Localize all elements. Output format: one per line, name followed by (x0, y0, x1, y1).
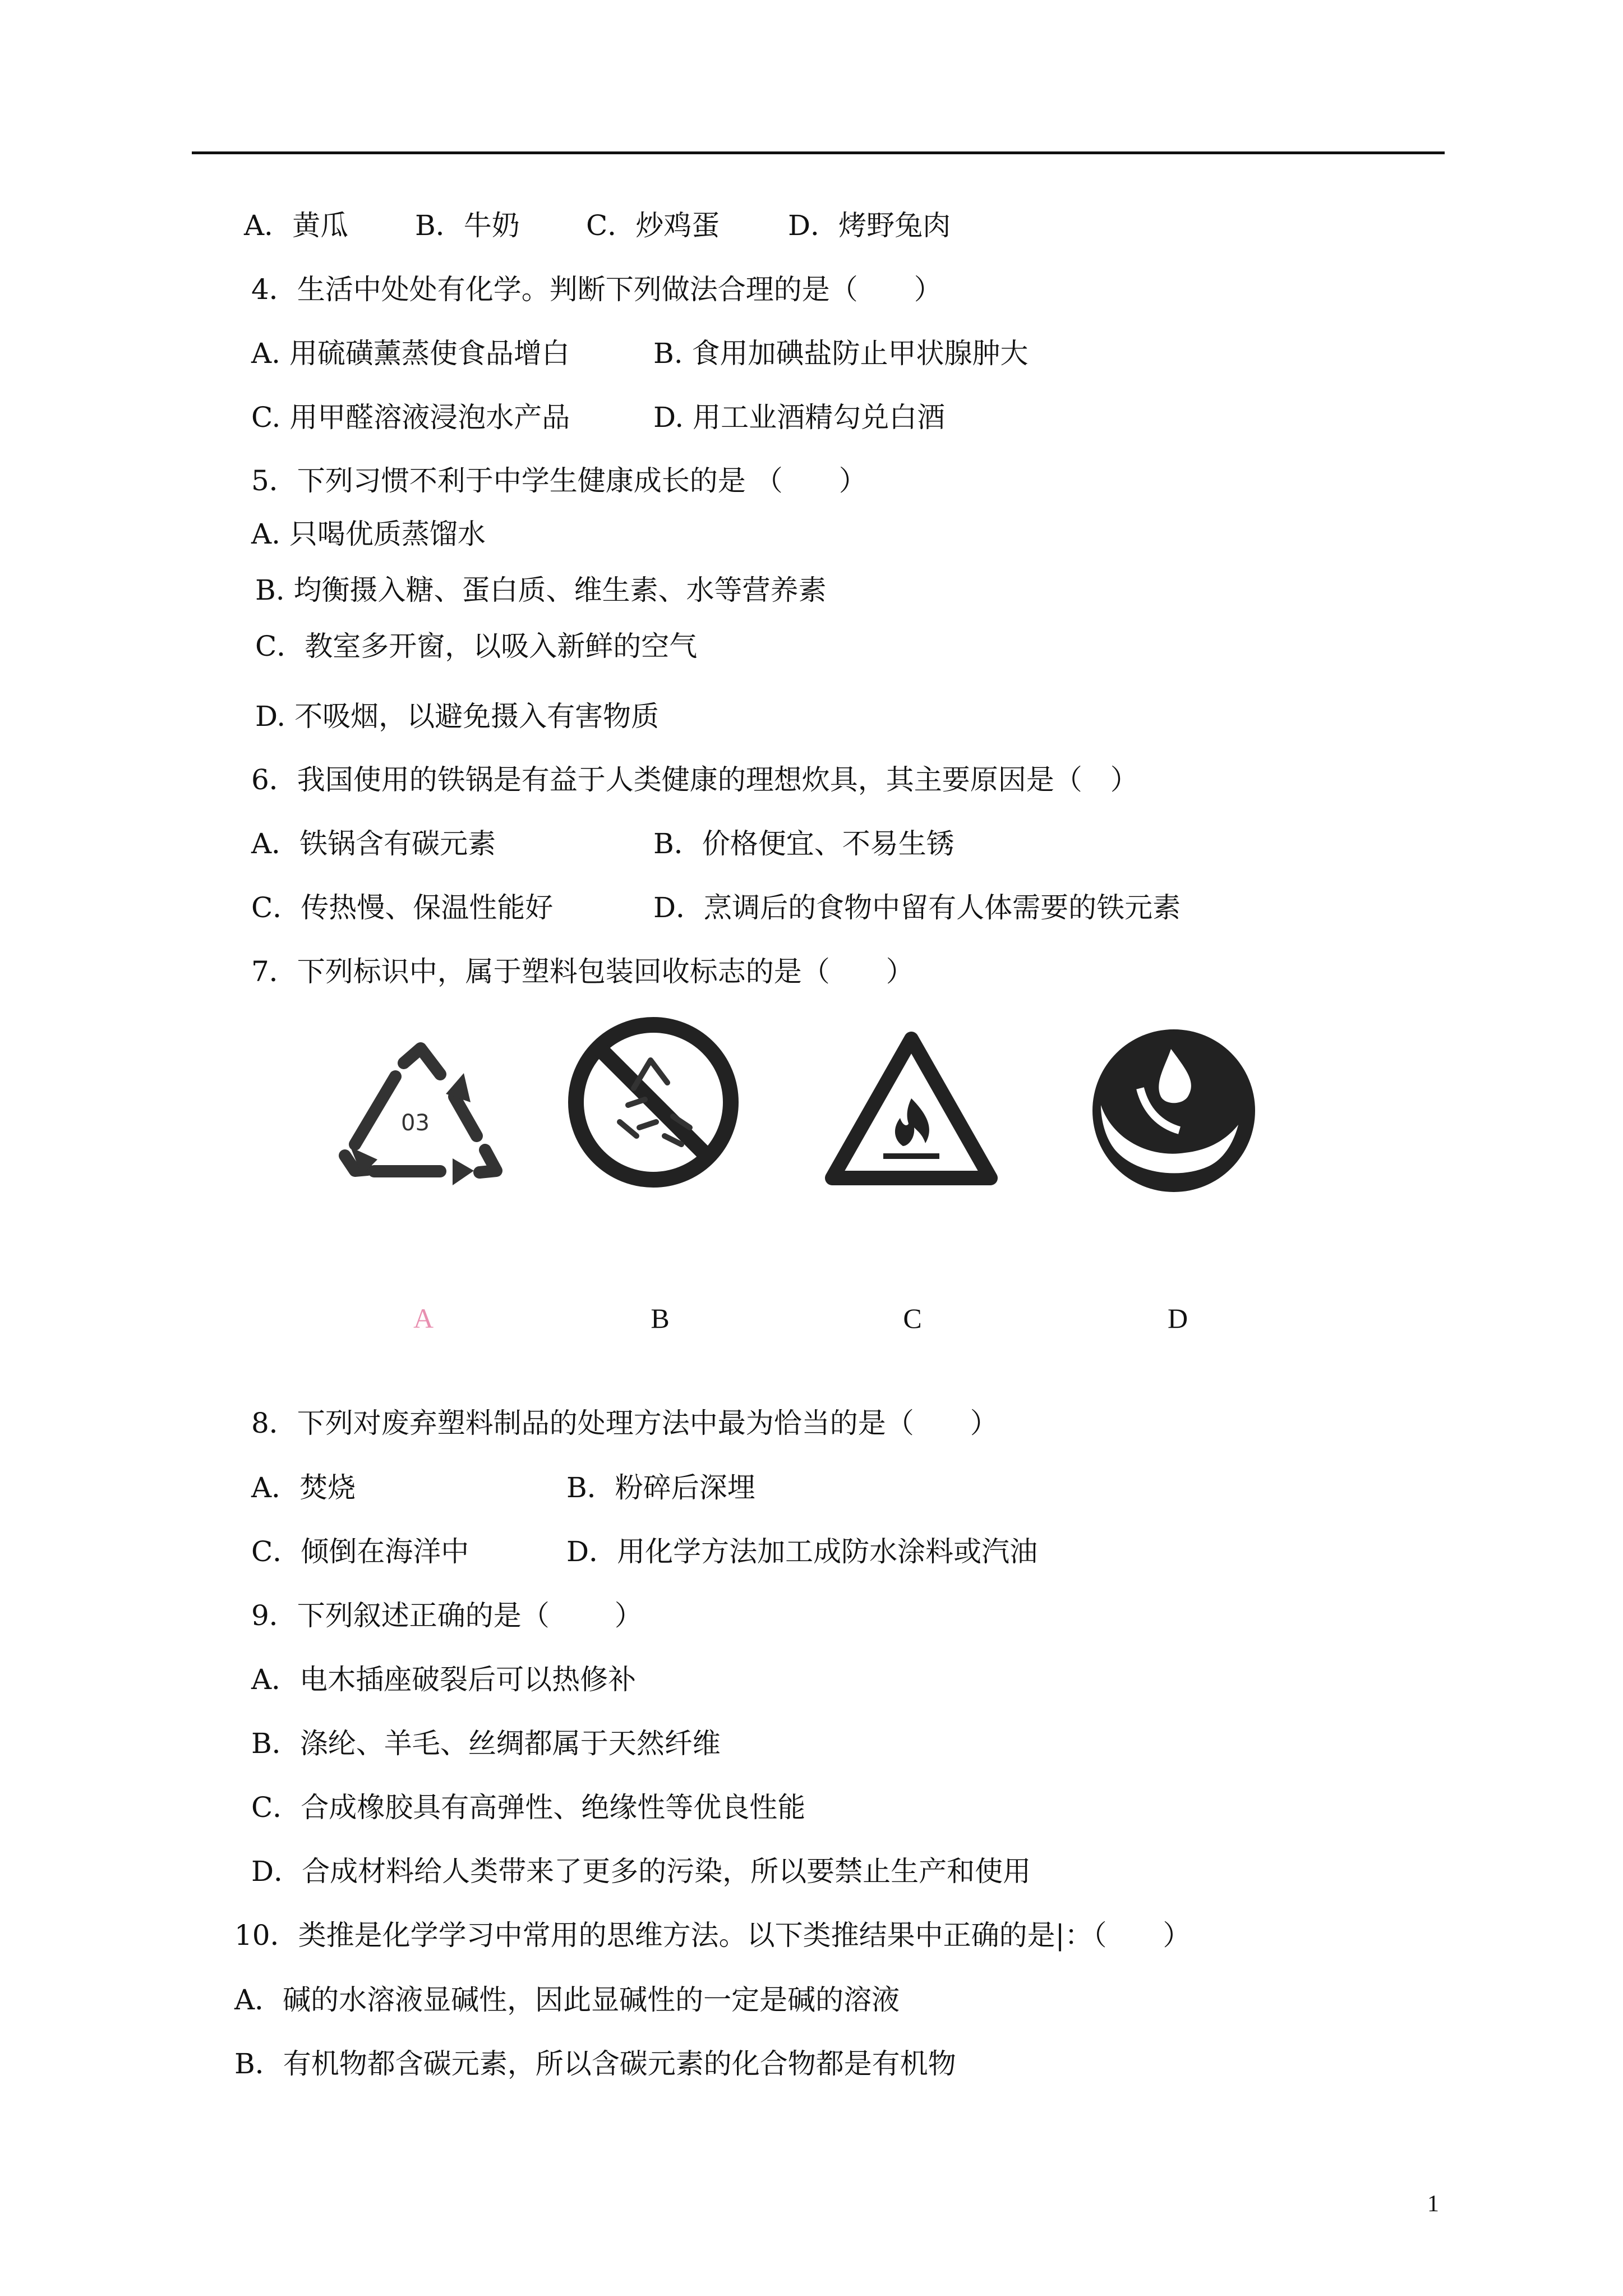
q6-option-b: B．价格便宜、不易生锈 (653, 827, 955, 860)
q3-option-c: C．炒鸡蛋 (586, 209, 720, 242)
q5-option-c: C．教室多开窗，以吸入新鲜的空气 (255, 630, 698, 662)
recycle-code: 03 (401, 1110, 430, 1136)
q5-option-d: D. 不吸烟，以避免摄入有害物质 (255, 700, 660, 733)
q6-option-d: D．烹调后的食物中留有人体需要的铁元素 (653, 891, 1181, 924)
q6-stem: 6．我国使用的铁锅是有益于人类健康的理想炊具，其主要原因是（ ） (251, 763, 1138, 796)
flammable-warning-icon (824, 1031, 998, 1190)
q10-option-a: A．碱的水溶液显碱性，因此显碱性的一定是碱的溶液 (234, 1984, 900, 2016)
q8-option-d: D．用化学方法加工成防水涂料或汽油 (566, 1535, 1038, 1568)
q9-option-b: B．涤纶、羊毛、丝绸都属于天然纤维 (251, 1727, 721, 1760)
no-fireworks-icon (566, 1015, 740, 1191)
q4-option-c: C. 用甲醛溶液浸泡水产品 (251, 401, 570, 434)
q5-option-a: A. 只喝优质蒸馏水 (251, 518, 486, 550)
q8-option-b: B．粉碎后深埋 (566, 1471, 755, 1504)
recycle-triangle-icon (334, 1041, 508, 1205)
q8-stem: 8．下列对废弃塑料制品的处理方法中最为恰当的是（ ） (251, 1407, 998, 1439)
q4-option-a: A. 用硫磺薰蒸使食品增白 (251, 337, 570, 370)
symbol-label-a: A (413, 1303, 434, 1334)
q3-option-a: A．黄瓜 (244, 209, 349, 242)
q4-option-b: B. 食用加碘盐防止甲状腺肿大 (653, 337, 1029, 370)
q6-option-a: A．铁锅含有碳元素 (251, 827, 496, 860)
q8-option-c: C．倾倒在海洋中 (251, 1535, 469, 1568)
q3-option-b: B．牛奶 (415, 209, 520, 242)
symbol-label-d: D (1167, 1303, 1188, 1334)
q10-stem: 10．类推是化学学习中常用的思维方法。以下类推结果中正确的是|：（ ） (234, 1919, 1191, 1952)
header-rule (192, 151, 1445, 154)
q10-option-b: B．有机物都含碳元素，所以含碳元素的化合物都是有机物 (234, 2047, 956, 2080)
q4-option-d: D. 用工业酒精勾兑白酒 (653, 401, 946, 434)
page-number: 1 (1427, 2191, 1439, 2217)
q9-option-d: D．合成材料给人类带来了更多的污染，所以要禁止生产和使用 (251, 1855, 1031, 1888)
q8-option-a: A．焚烧 (251, 1471, 356, 1504)
q5-stem: 5．下列习惯不利于中学生健康成长的是 （ ） (251, 464, 867, 497)
q5-option-b: B. 均衡摄入糖、蛋白质、维生素、水等营养素 (255, 574, 827, 606)
q4-stem: 4．生活中处处有化学。判断下列做法合理的是（ ） (251, 273, 942, 306)
q3-option-d: D．烤野兔肉 (788, 209, 951, 242)
water-saving-icon (1087, 1027, 1261, 1197)
q9-option-a: A．电木插座破裂后可以热修补 (251, 1663, 637, 1696)
q7-stem: 7．下列标识中，属于塑料包装回收标志的是（ ） (251, 955, 914, 988)
symbol-label-b: B (651, 1303, 670, 1334)
symbol-label-c: C (903, 1303, 922, 1334)
q9-stem: 9．下列叙述正确的是（ ） (251, 1599, 643, 1632)
q9-option-c: C．合成橡胶具有高弹性、绝缘性等优良性能 (251, 1791, 806, 1824)
q6-option-c: C．传热慢、保温性能好 (251, 891, 554, 924)
